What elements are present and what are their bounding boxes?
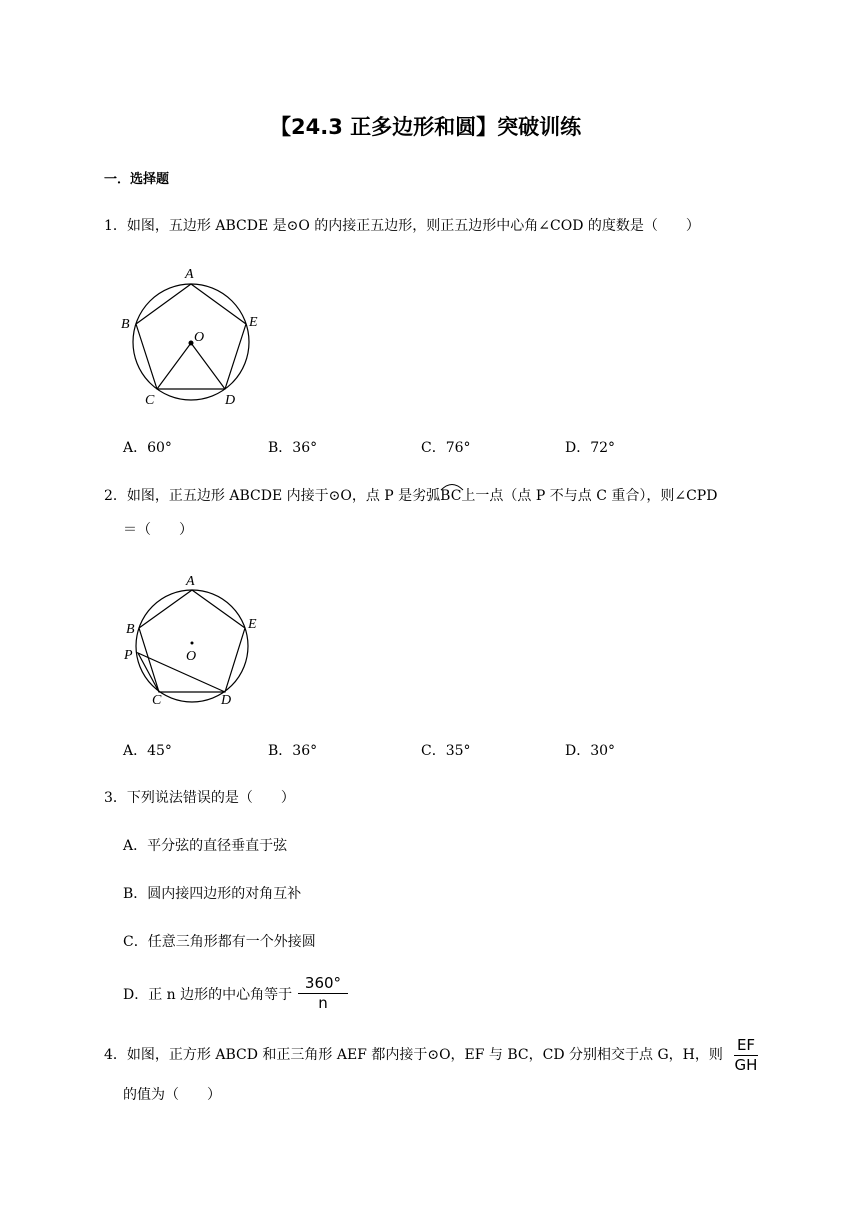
section-heading: 一．选择题 xyxy=(104,172,170,187)
page-title: 【24.3 正多边形和圆】突破训练 xyxy=(270,115,582,139)
fraction-denominator: n xyxy=(318,994,328,1012)
q2-option-b[interactable]: B．36° xyxy=(268,743,318,759)
q2-stem-part2: 上一点（点 P 不与点 C 重合），则∠CPD xyxy=(461,488,718,504)
angle-cpd xyxy=(138,653,225,692)
fraction-ef-over-gh xyxy=(734,1038,758,1073)
label-d: D xyxy=(225,393,236,408)
label-c: C xyxy=(145,393,155,408)
central-angle-cod xyxy=(157,343,225,389)
label-d: D xyxy=(221,693,232,708)
question-2-figure xyxy=(112,570,272,710)
circle-o xyxy=(136,590,248,702)
q1-option-a[interactable]: A．60° xyxy=(123,440,172,456)
q1-option-b[interactable]: B．36° xyxy=(268,440,318,456)
arc-bc-label: BC xyxy=(440,488,462,504)
fraction-360-over-n xyxy=(298,976,348,1011)
q2-option-d[interactable]: D．30° xyxy=(565,743,616,759)
q1-option-d[interactable]: D．72° xyxy=(565,440,616,456)
q1-option-c[interactable]: C．76° xyxy=(421,440,471,456)
q2-option-a[interactable]: A．45° xyxy=(123,743,172,759)
fraction-denominator: GH xyxy=(734,1056,758,1074)
label-b: B xyxy=(121,317,130,332)
center-point xyxy=(189,341,194,346)
label-c: C xyxy=(152,693,162,708)
center-point xyxy=(191,642,194,645)
label-a: A xyxy=(186,574,195,589)
label-a: A xyxy=(185,267,194,282)
arc-mark-icon xyxy=(440,481,464,491)
label-e: E xyxy=(249,315,258,330)
question-4-stem-line1: 4．如图，正方形 ABCD 和正三角形 AEF 都内接于⊙O，EF 与 BC，CD 分别相交于点 G，H，则 xyxy=(104,1047,723,1063)
label-e: E xyxy=(248,617,257,632)
label-o: O xyxy=(194,330,205,345)
question-2-stem-line1 xyxy=(104,489,717,503)
question-1-stem: 1．如图，五边形 ABCDE 是⊙O 的内接正五边形，则正五边形中心角∠COD 的度数是（ ） xyxy=(104,218,700,234)
question-2-stem-line2: ＝（ ） xyxy=(123,522,193,538)
label-b: B xyxy=(126,622,135,637)
question-1-figure xyxy=(112,262,272,412)
q2-stem-part1: 2．如图，正五边形 ABCDE 内接于⊙O，点 P 是劣弧 xyxy=(104,488,441,504)
arc-bc xyxy=(440,489,461,503)
q2-option-c[interactable]: C．35° xyxy=(421,743,471,759)
fraction-numerator: EF xyxy=(736,1036,756,1054)
pentagon-abcde xyxy=(136,284,246,389)
q3-option-c[interactable]: C．任意三角形都有一个外接圆 xyxy=(123,934,316,950)
label-o: O xyxy=(186,649,197,664)
label-p: P xyxy=(124,648,133,663)
question-4-stem-line2: 的值为（ ） xyxy=(123,1087,221,1103)
q3-option-d[interactable]: D．正 n 边形的中心角等于 xyxy=(123,987,293,1003)
q3-option-a[interactable]: A．平分弦的直径垂直于弦 xyxy=(123,838,288,854)
fraction-numerator: 360° xyxy=(304,974,342,992)
q3-option-b[interactable]: B．圆内接四边形的对角互补 xyxy=(123,886,302,902)
question-3-stem: 3．下列说法错误的是（ ） xyxy=(104,790,295,806)
